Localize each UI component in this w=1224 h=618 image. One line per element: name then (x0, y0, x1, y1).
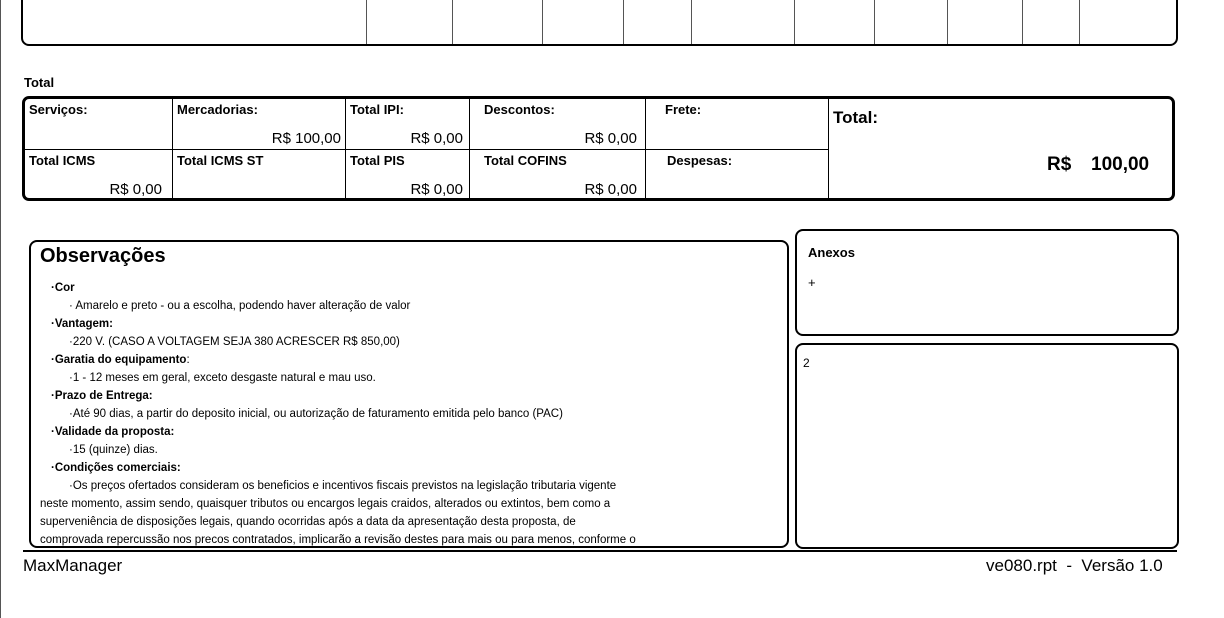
total-pis-label: Total PIS (350, 153, 405, 168)
obs-heading-row (51, 354, 190, 366)
secondary-box-content: 2 (803, 356, 810, 370)
anexos-title: Anexos (808, 245, 855, 260)
items-column-divider (691, 0, 692, 44)
observacoes-box (29, 240, 789, 548)
frete-label: Frete: (665, 102, 702, 117)
total-icms-cell (25, 150, 172, 200)
total-icms-st-cell (173, 150, 345, 200)
items-column-divider (542, 0, 543, 44)
total-ipi-cell (346, 99, 469, 149)
descontos-label: Descontos: (484, 102, 555, 117)
total-pis-value: R$ 0,00 (410, 181, 463, 198)
obs-line: ·Até 90 dias, a partir do deposito inicial, ou autorização de faturamento emitida pelo banco (PAC) (69, 408, 563, 420)
items-column-divider (794, 0, 795, 44)
total-pis-cell (346, 150, 469, 200)
items-column-divider (1022, 0, 1023, 44)
obs-line: ·220 V. (CASO A VOLTAGEM SEJA 380 ACRESCER R$ 850,00) (69, 336, 400, 348)
obs-line: · Amarelo e preto - ou a escolha, podendo haver alteração de valor (69, 300, 411, 312)
footer-report-version: ve080.rpt - Versão 1.0 (986, 556, 1163, 575)
total-ipi-label: Total IPI: (350, 102, 404, 117)
servicos-cell (25, 99, 172, 149)
mercadorias-value: R$ 100,00 (271, 130, 341, 147)
obs-line: comprovada repercussão nos precos contratados, implicarão a revisão destes para mais ou para menos, conforme o (40, 534, 636, 546)
mercadorias-cell (173, 99, 345, 149)
total-cofins-value: R$ 0,00 (584, 181, 637, 198)
items-column-divider (623, 0, 624, 44)
totals-section-label: Total (24, 75, 55, 90)
grand-total-value: 100,00 (1091, 154, 1150, 175)
obs-heading: ·Vantagem: (51, 318, 113, 330)
mercadorias-label: Mercadorias: (177, 102, 258, 117)
despesas-cell (646, 150, 828, 200)
total-icms-label: Total ICMS (29, 153, 96, 168)
items-column-divider (452, 0, 453, 44)
frete-cell (646, 99, 828, 149)
grand-total-cell (829, 99, 1175, 199)
obs-line: neste momento, assim sendo, quaisquer tributos ou encargos legais craidos, alterados ou extintos, bem como a (40, 498, 611, 510)
footer-app-name: MaxManager (23, 556, 123, 575)
servicos-label: Serviços: (29, 102, 88, 117)
total-icms-value: R$ 0,00 (109, 181, 162, 198)
anexos-box (795, 229, 1179, 336)
footer-divider (23, 550, 1177, 552)
items-column-divider (874, 0, 875, 44)
grand-total-currency: R$ (1047, 154, 1072, 175)
items-column-divider (366, 0, 367, 44)
obs-heading: ·Garatia do equipamento (51, 354, 187, 366)
observacoes-title: Observações (40, 245, 166, 267)
total-ipi-value: R$ 0,00 (410, 130, 463, 147)
secondary-box (795, 343, 1179, 549)
obs-heading-suffix: : (186, 354, 190, 366)
items-column-divider (947, 0, 948, 44)
obs-line: superveniência de disposições legais, quando ocorridas após a data da apresentação desta proposta, de (40, 516, 576, 528)
obs-line: ·Os preços ofertados consideram os beneficios e incentivos fiscais previstos na legislação tributaria vigente (69, 480, 617, 492)
add-attachment-button[interactable]: + (808, 275, 816, 290)
page-left-edge (0, 0, 1, 618)
obs-heading: ·Validade da proposta: (51, 426, 175, 438)
totals-box (22, 96, 1175, 201)
obs-heading: ·Condições comerciais: (51, 462, 181, 474)
descontos-cell (470, 99, 645, 149)
items-table (21, 0, 1178, 46)
grand-total-label: Total: (833, 108, 879, 127)
items-column-divider (1079, 0, 1080, 44)
obs-line: ·15 (quinze) dias. (69, 444, 158, 456)
total-cofins-label: Total COFINS (484, 153, 567, 168)
total-icms-st-label: Total ICMS ST (177, 153, 264, 168)
total-cofins-cell (470, 150, 645, 200)
obs-heading: ·Prazo de Entrega: (51, 390, 153, 402)
obs-line: ·1 - 12 meses em geral, exceto desgaste natural e mau uso. (69, 372, 376, 384)
descontos-value: R$ 0,00 (584, 130, 637, 147)
despesas-label: Despesas: (667, 153, 733, 168)
obs-heading: ·Cor (51, 282, 75, 294)
